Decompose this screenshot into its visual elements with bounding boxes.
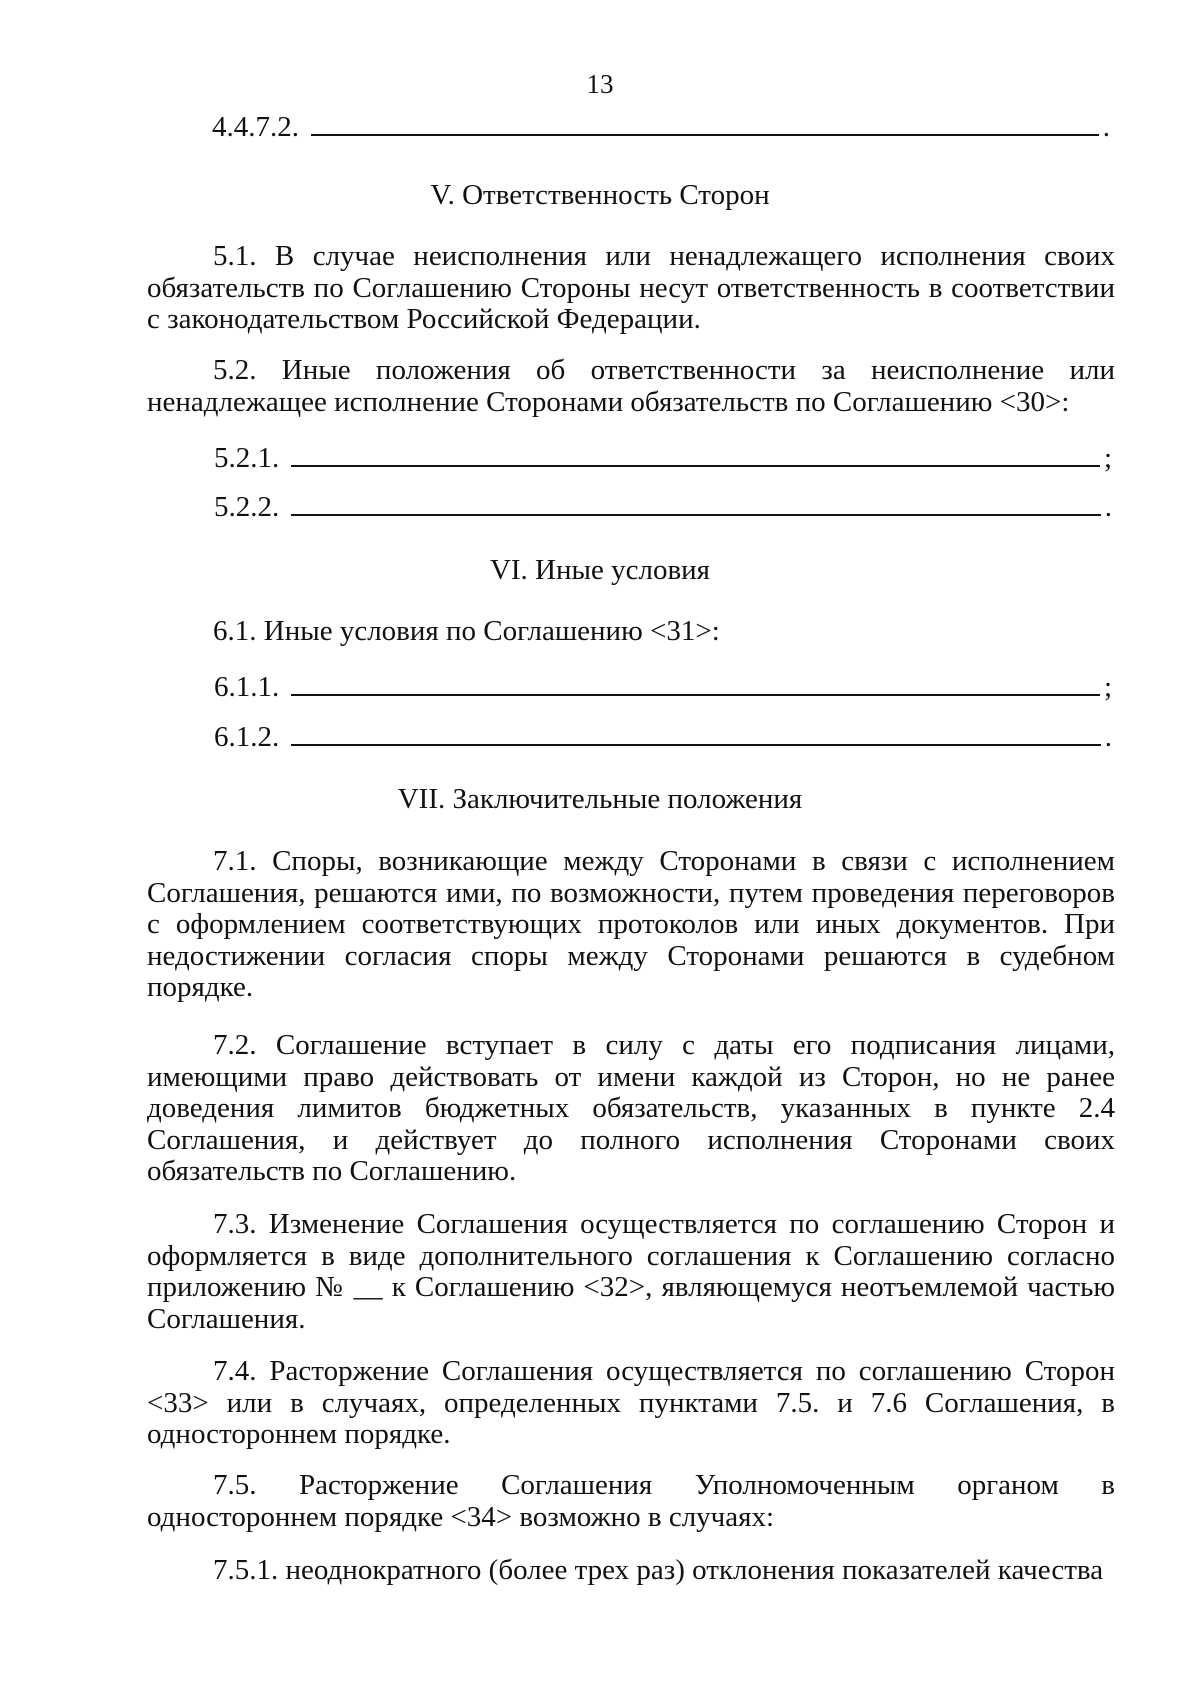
paragraph-7-4: 7.4. Расторжение Соглашения осуществляется по соглашению Сторон <33> или в случаях, определенных пунктами 7.5. и 7.6 Соглашения, в одностороннем порядке. <box>147 1355 1115 1451</box>
paragraph-7-5: 7.5. Расторжение Соглашения Уполномоченным органом в одностороннем порядке <34> возможно в случаях: <box>147 1469 1115 1533</box>
clause-5-2-2 <box>214 490 1112 524</box>
paragraph-7-5-1: 7.5.1. неоднократного (более трех раз) отклонения показателей качества <box>213 1554 1104 1586</box>
blank-line <box>291 490 1101 516</box>
paragraph-5-1: 5.1. В случае неисполнения или ненадлежащего исполнения своих обязательств по Соглашению Стороны несут ответственность в соответствии с законодательством Российской Федерации. <box>147 240 1115 336</box>
clause-label: 5.2.1. <box>214 442 280 474</box>
clause-label: 5.2.2. <box>214 491 280 523</box>
paragraph-5-2: 5.2. Иные положения об ответственности за неисполнение или ненадлежащее исполнение Сторонами обязательств по Соглашению <30>: <box>147 354 1115 418</box>
clause-end: ; <box>1103 671 1112 703</box>
paragraph-7-2: 7.2. Соглашение вступает в силу с даты его подписания лицами, имеющими право действовать от имени каждой из Сторон, но не ранее доведения лимитов бюджетных обязательств, указанных в пункте 2.4 Соглашения, и действует до полного исполнения Сторонами своих обязательств по Соглашению. <box>147 1029 1115 1188</box>
clause-end: . <box>1104 491 1112 523</box>
page-number: 13 <box>586 69 614 99</box>
clause-end: . <box>1104 721 1112 753</box>
clause-end: ; <box>1103 442 1112 474</box>
clause-5-2-1 <box>214 441 1112 475</box>
clause-label: 4.4.7.2. <box>212 111 299 143</box>
paragraph-7-3: 7.3. Изменение Соглашения осуществляется по соглашению Сторон и оформляется в виде дополнительного соглашения к Соглашению согласно приложению № __ к Соглашению <32>, являющемуся неотъемлемой частью Соглашения. <box>147 1208 1115 1335</box>
clause-6-1-2 <box>214 720 1112 754</box>
section-heading-6: VI. Иные условия <box>489 554 711 586</box>
clause-label: 6.1.2. <box>214 721 280 753</box>
clause-end: . <box>1102 111 1110 143</box>
blank-line <box>291 720 1101 746</box>
clause-4-4-7-2 <box>212 110 1110 144</box>
clause-label: 6.1.1. <box>214 671 280 703</box>
blank-line <box>311 110 1099 136</box>
blank-line <box>291 441 1100 467</box>
section-heading-5: V. Ответственность Сторон <box>430 179 770 211</box>
paragraph-6-1: 6.1. Иные условия по Соглашению <31>: <box>213 615 720 647</box>
section-heading-7: VII. Заключительные положения <box>397 783 803 815</box>
paragraph-7-1: 7.1. Споры, возникающие между Сторонами в связи с исполнением Соглашения, решаются ими, по возможности, путем проведения переговоров с оформлением соответствующих протоколов или иных документов. При недостижении согласия споры между Сторонами решаются в судебном порядке. <box>147 845 1115 1004</box>
blank-line <box>291 670 1100 696</box>
clause-6-1-1 <box>214 670 1112 704</box>
